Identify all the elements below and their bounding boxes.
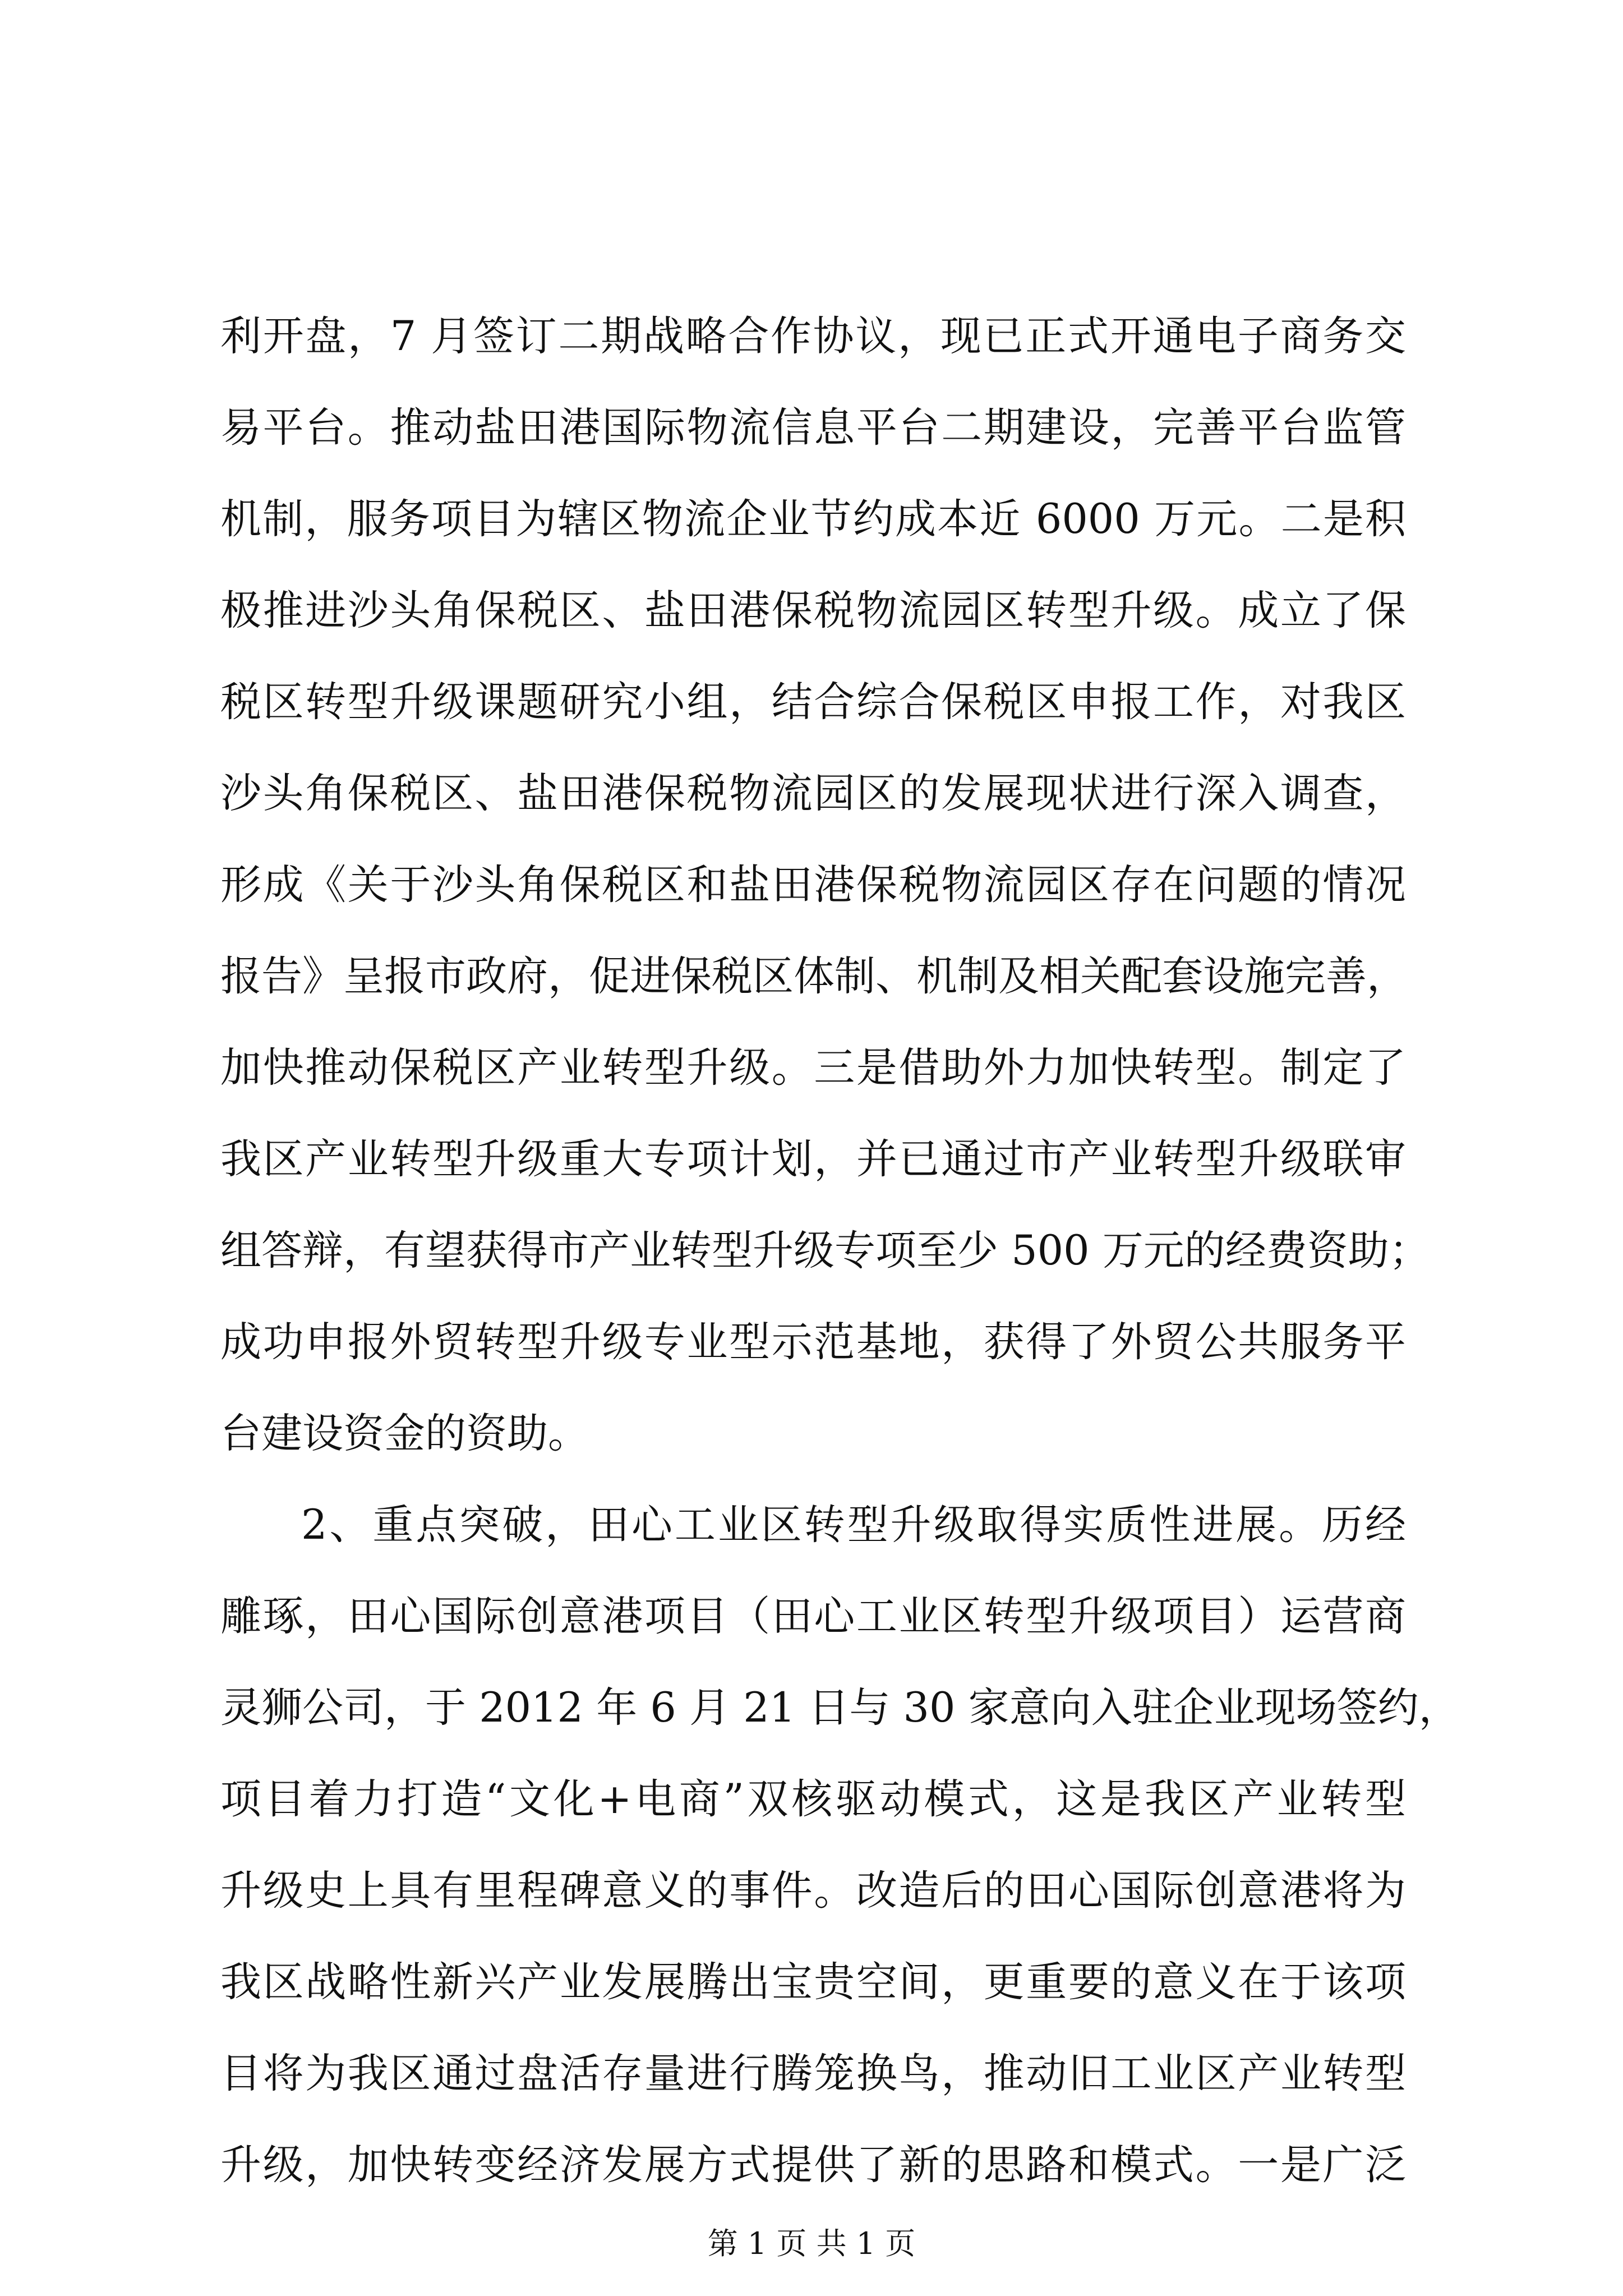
body-text-line: 升级，加快转变经济发展方式提供了新的思路和模式。一是广泛 xyxy=(220,2141,1406,2189)
body-text-line: 组答辩，有望获得市产业转型升级专项至少 500 万元的经费资助； xyxy=(220,1227,1430,1274)
body-text-line: 形成《关于沙头角保税区和盐田港保税物流园区存在问题的情况 xyxy=(220,861,1406,909)
body-text-line: 极推进沙头角保税区、盐田港保税物流园区转型升级。成立了保 xyxy=(220,587,1406,634)
body-text-line: 我区战略性新兴产业发展腾出宝贵空间，更重要的意义在于该项 xyxy=(220,1958,1406,2006)
body-text-line: 升级史上具有里程碑意义的事件。改造后的田心国际创意港将为 xyxy=(220,1867,1406,1915)
body-text-line: 成功申报外贸转型升级专业型示范基地，获得了外贸公共服务平 xyxy=(220,1318,1406,1366)
paragraph-first-line: 2、重点突破，田心工业区转型升级取得实质性进展。历经 xyxy=(301,1501,1406,1549)
body-text-line: 机制，服务项目为辖区物流企业节约成本近 6000 万元。二是积 xyxy=(220,495,1406,543)
body-text-line: 利开盘，7 月签订二期战略合作协议，现已正式开通电子商务交 xyxy=(220,312,1406,360)
body-text-line: 易平台。推动盐田港国际物流信息平台二期建设，完善平台监管 xyxy=(220,404,1406,452)
body-text-line: 项目着力打造“文化+电商”双核驱动模式，这是我区产业转型 xyxy=(220,1775,1406,1823)
body-text-line: 雕琢，田心国际创意港项目（田心工业区转型升级项目）运营商 xyxy=(220,1593,1406,1640)
body-text-line: 报告》呈报市政府，促进保税区体制、机制及相关配套设施完善， xyxy=(220,953,1408,1000)
body-text-line: 税区转型升级课题研究小组，结合综合保税区申报工作，对我区 xyxy=(220,678,1406,726)
body-text-line: 目将为我区通过盘活存量进行腾笼换鸟，推动旧工业区产业转型 xyxy=(220,2050,1406,2097)
body-text-line: 我区产业转型升级重大专项计划，并已通过市产业转型升级联审 xyxy=(220,1135,1406,1183)
page-number-footer: 第 1 页 共 1 页 xyxy=(707,2226,916,2261)
body-text-line: 加快推动保税区产业转型升级。三是借助外力加快转型。制定了 xyxy=(220,1044,1406,1092)
body-text-line: 沙头角保税区、盐田港保税物流园区的发展现状进行深入调查， xyxy=(220,770,1406,817)
body-text-line: 灵狮公司，于 2012 年 6 月 21 日与 30 家意向入驻企业现场签约， xyxy=(220,1684,1460,1732)
body-text-line: 台建设资金的资助。 xyxy=(220,1410,589,1457)
